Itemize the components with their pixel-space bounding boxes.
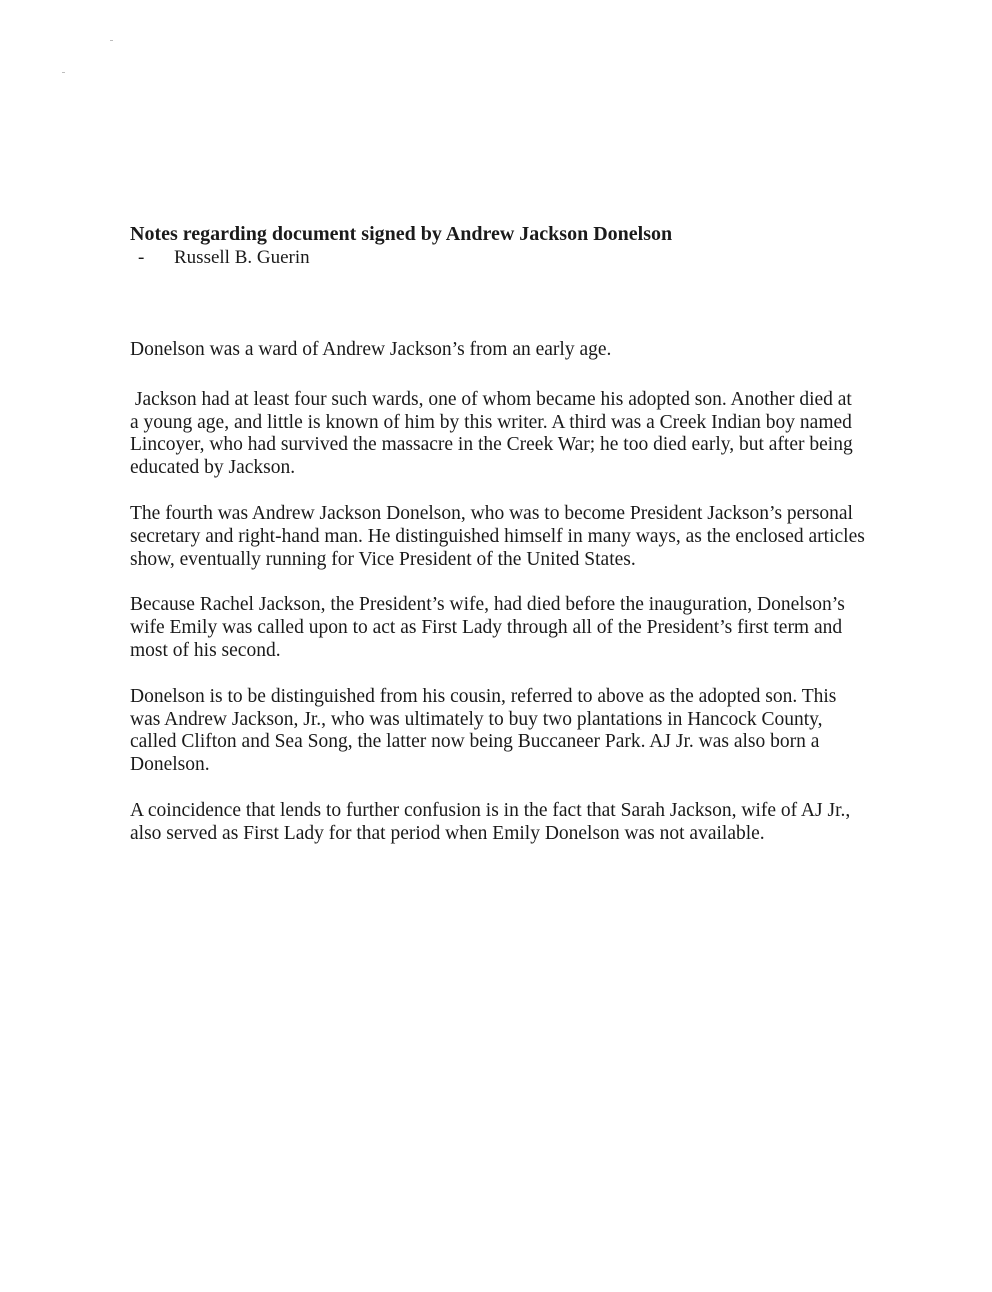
scan-speck (110, 40, 113, 41)
paragraph-3: The fourth was Andrew Jackson Donelson, who was to become President Jackson’s personal secretary and right-hand man. He distinguished himself in many ways, as the enclosed articles show, eventually running for Vice President of the United States. (130, 502, 865, 570)
author-line (138, 246, 310, 270)
paragraph-2: Jackson had at least four such wards, one of whom became his adopted son. Another died at a young age, and little is known of him by this writer. A third was a Creek Indian boy named Lincoyer, who had survived the massacre in the Creek War; he too died early, but after being educated by Jackson. (130, 388, 858, 479)
author-dash: - (138, 247, 145, 268)
paragraph-1: Donelson was a ward of Andrew Jackson’s from an early age. (130, 339, 612, 360)
paragraph-4: Because Rachel Jackson, the President’s wife, had died before the inauguration, Donelson’s wife Emily was called upon to act as First Lady through all of the President’s first term and most of his second. (130, 594, 845, 661)
document-title: Notes regarding document signed by Andrew Jackson Donelson (130, 223, 673, 245)
document-body (130, 339, 865, 869)
paragraph-5: Donelson is to be distinguished from his cousin, referred to above as the adopted son. This was Andrew Jackson, Jr., who was ultimately to buy two plantations in Hancock County, called Clifton and Sea Song, the latter now being Buccaneer Park. AJ Jr. was also born a Donelson. (130, 685, 837, 776)
scan-speck (62, 72, 65, 73)
paragraph-6: A coincidence that lends to further confusion is in the fact that Sarah Jackson, wife of AJ Jr., also served as First Lady for that period when Emily Donelson was not available. (130, 799, 851, 844)
author-name: Russell B. Guerin (174, 247, 310, 268)
